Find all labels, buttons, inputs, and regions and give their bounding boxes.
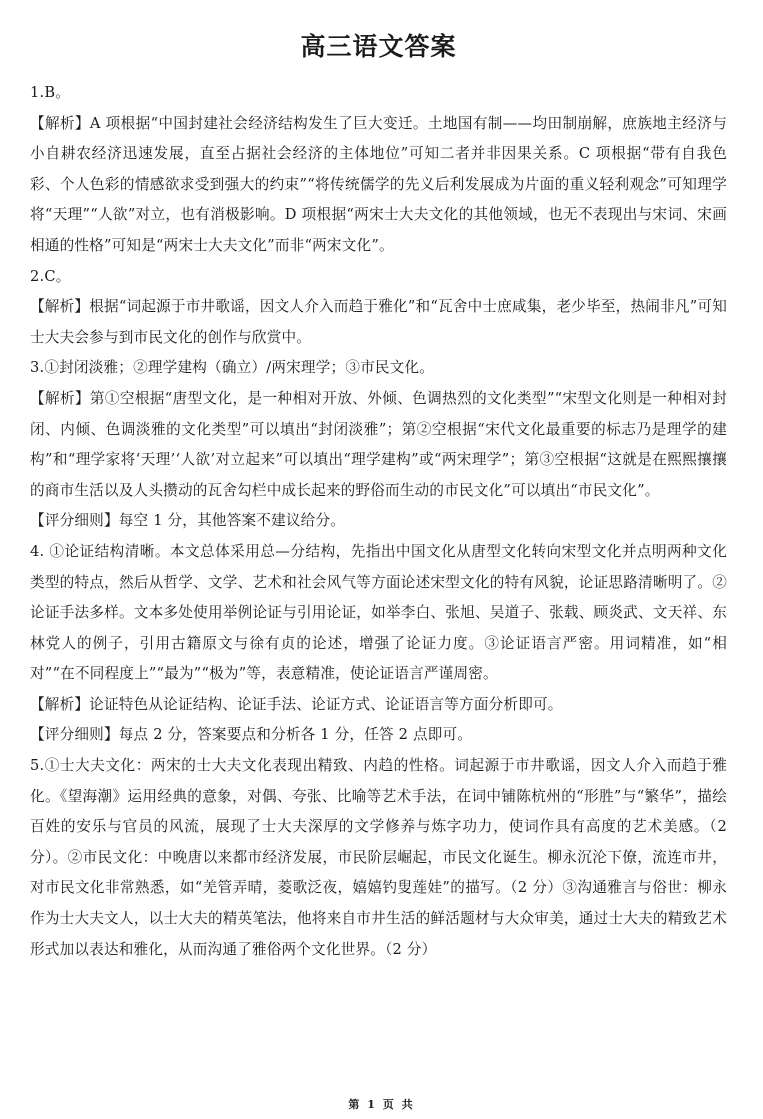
scoring-3: 【评分细则】每空 1 分，其他答案不建议给分。 [30,512,346,530]
answer-1: 1.B。 [30,84,71,101]
analysis-2: 【解析】根据“词起源于市井歌谣，因文人介入而趋于雅化”和“瓦舍中士庶咸集，老少毕至，热闹非凡”可知士大夫会参与到市民文化的创作与欣赏中。 [30,298,727,346]
answer-2: 2.C。 [30,267,71,285]
document-title: 高三语文答案 [300,32,457,61]
answer-3: 3.①封闭淡雅；②理学建构（确立）/两宋理学；③市民文化。 [30,359,435,377]
answer-4: 4. ①论证结构清晰。本文总体采用总—分结构，先指出中国文化从唐型文化转向宋型文化并点明两种文化类型的特点，然后从哲学、文学、艺术和社会风气等方面论述宋型文化的特有风貌，论证思路清晰明了。②论证手法多样。文本多处使用举例论证与引用论证，如举李白、张旭、吴道子、张载、顾炎武、文天祥、东林党人的例子，引用古籍原文与徐有贞的论述，增强了论证力度。③论证语言严密。用词精准，如“相对”“在不同程度上”“最为”“极为”等，表意精准，使论证语言严谨周密。 [30,542,727,683]
analysis-4: 【解析】论证特色从论证结构、论证手法、论证方式、论证语言等方面分析即可。 [30,695,563,713]
answer-5: 5.①士大夫文化：两宋的士大夫文化表现出精致、内趋的性格。词起源于市井歌谣，因文人介入而趋于雅化。《望海潮》运用经典的意象，对偶、夸张、比喻等艺术手法，在词中铺陈杭州的“形胜”与“繁华”，描绘百姓的安乐与官员的风流，展现了士大夫深厚的文学修养与炼字功力，使词作具有高度的艺术美感。（2 分）。②市民文化：中晚唐以来都市经济发展，市民阶层崛起，市民文化诞生。柳永沉沦下僚，流连市井，对市民文化非常熟悉，如“羌管弄晴，菱歌泛夜，嬉嬉钓叟莲娃”的描写。（2 分）③沟通雅言与俗世：柳永作为士大夫文人，以士大夫的精英笔法，他将来自市井生活的鲜活题材与大众审美，通过士大夫的精致艺术形式加以表达和雅化，从而沟通了雅俗两个文化世界。（2 分） [30,757,727,958]
document-body [30,78,727,965]
scoring-4: 【评分细则】每点 2 分，答案要点和分析各 1 分，任答 2 点即可。 [30,726,473,744]
analysis-1: 【解析】A 项根据“中国封建社会经济结构发生了巨大变迁。土地国有制——均田制崩解，庶族地主经济与小自耕农经济迅速发展，直至占据社会经济的主体地位”可知二者并非因果关系。C 项根据“带有自我色彩、个人色彩的情感欲求受到强大的约束”“将传统儒学的先义后利发展成为片面的重义轻利观念”可知理学将“天理”“人欲”对立，也有消极影响。D 项根据“两宋士大夫文化的其他领域，也无不表现出与宋词、宋画相通的性格”可知是“两宋士大夫文化”而非“两宋文化”。 [30,114,727,254]
page-footer: 第 1 页 共 [348,1098,415,1111]
analysis-3: 【解析】第①空根据“唐型文化，是一种相对开放、外倾、色调热烈的文化类型”“宋型文化则是一种相对封闭、内倾、色调淡雅的文化类型”可以填出“封闭淡雅”；第②空根据“宋代文化最重要的标志乃是理学的建构”和“理学家将‘天理’‘人欲’对立起来”可以填出“理学建构”或“两宋理学”；第③空根据“这就是在熙熙攘攘的商市生活以及人头攒动的瓦舍勾栏中成长起来的野俗而生动的市民文化”可以填出“市民文化”。 [30,389,727,499]
